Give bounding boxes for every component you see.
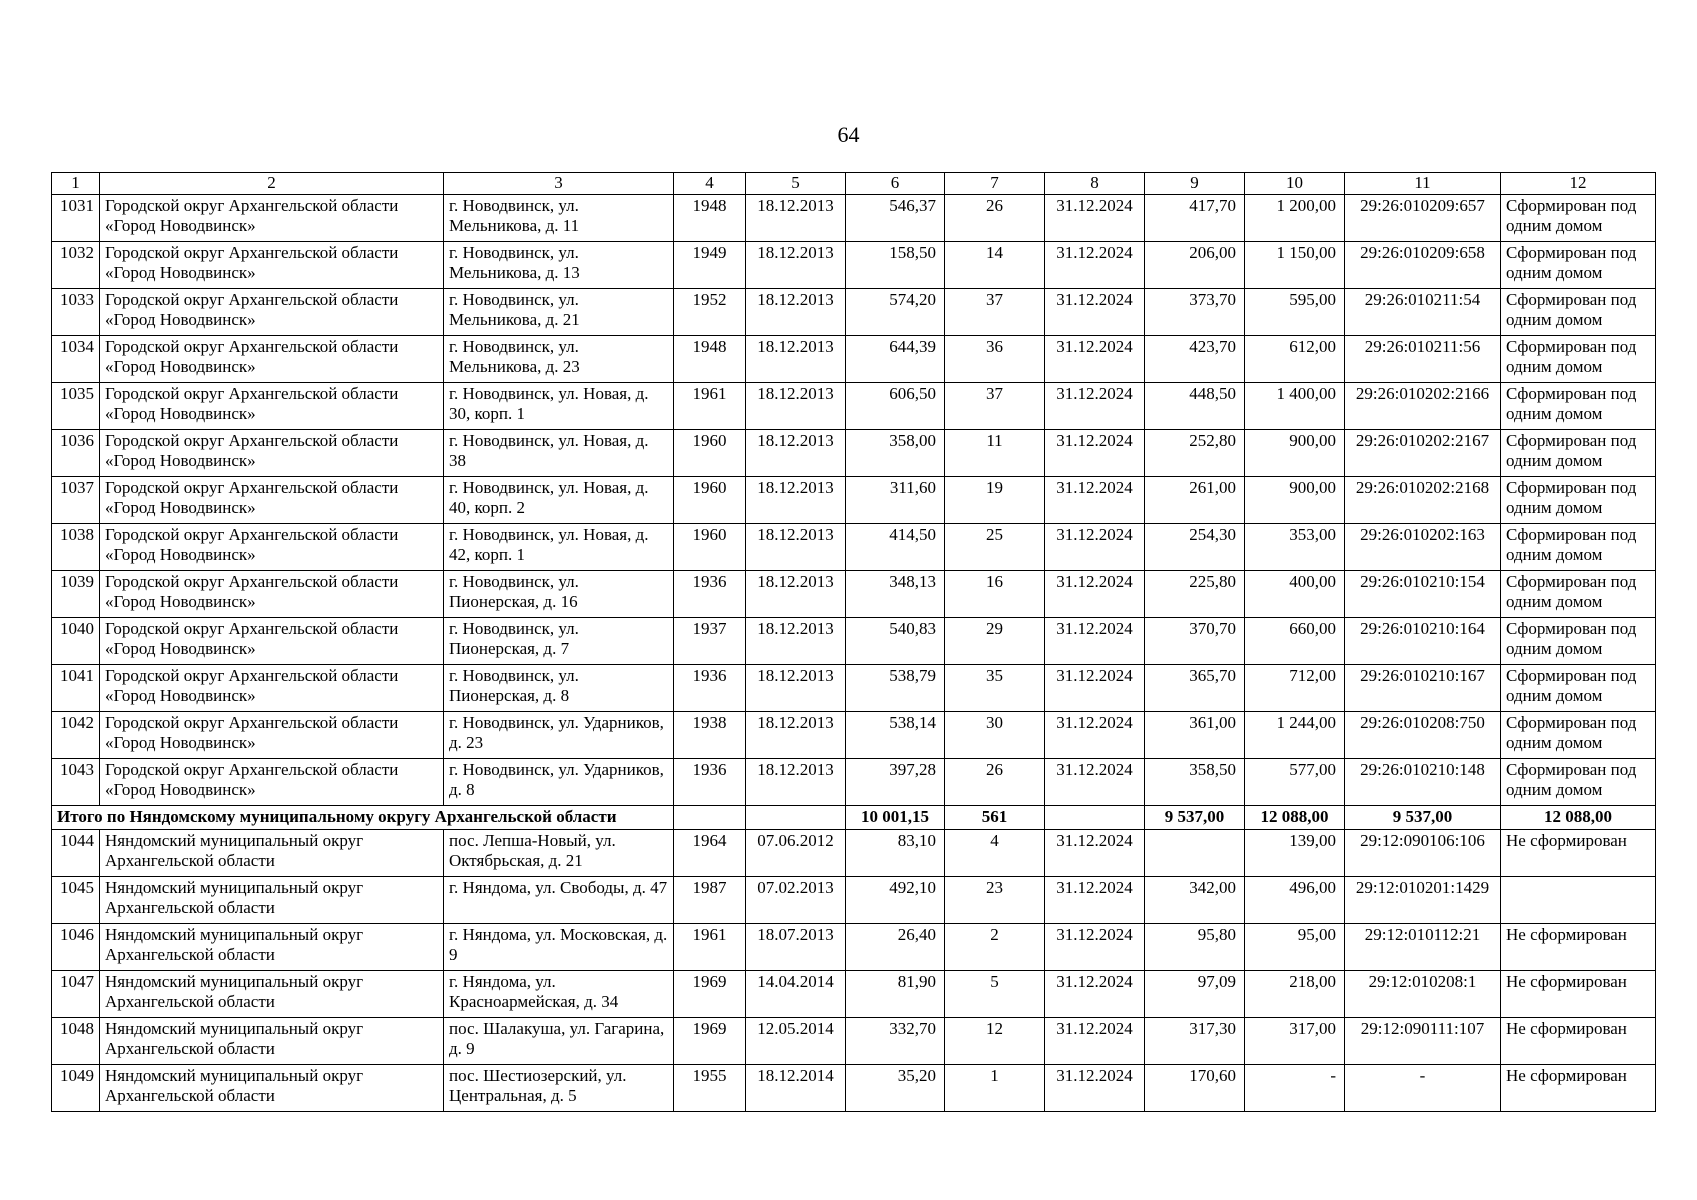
recognition-date-cell: 18.12.2013 (746, 430, 846, 477)
page-number: 64 (837, 122, 860, 147)
year-built-cell: 1960 (674, 430, 746, 477)
residents-count-cell: 29 (945, 618, 1045, 665)
land-status-cell: Сформирован под одним домом (1501, 383, 1656, 430)
planned-date-cell: 31.12.2024 (1045, 618, 1145, 665)
year-built-cell: 1952 (674, 289, 746, 336)
planned-date-cell: 31.12.2024 (1045, 477, 1145, 524)
column-9-cell: 252,80 (1145, 430, 1245, 477)
land-status-cell: Сформирован под одним домом (1501, 289, 1656, 336)
address-cell: г. Няндома, ул. Красноармейская, д. 34 (444, 971, 674, 1018)
housing-registry-table (51, 172, 1656, 1112)
land-status-cell: Сформирован под одним домом (1501, 524, 1656, 571)
recognition-date-cell: 18.12.2013 (746, 759, 846, 806)
column-10-cell: 317,00 (1245, 1018, 1345, 1065)
residents-count-cell: 2 (945, 924, 1045, 971)
table-row (52, 971, 1656, 1018)
column-header: 9 (1145, 173, 1245, 195)
area-cell: 358,00 (846, 430, 945, 477)
planned-date-cell: 31.12.2024 (1045, 571, 1145, 618)
area-cell: 574,20 (846, 289, 945, 336)
residents-count-cell: 19 (945, 477, 1045, 524)
owner-cell: Городской округ Архангельской области «Город Новодвинск» (100, 242, 444, 289)
address-cell: г. Новодвинск, ул. Новая, д. 30, корп. 1 (444, 383, 674, 430)
land-status-cell: Сформирован под одним домом (1501, 477, 1656, 524)
cadastral-number-cell: 29:12:010201:1429 (1345, 877, 1501, 924)
residents-count-cell: 1 (945, 1065, 1045, 1112)
cadastral-number-cell: - (1345, 1065, 1501, 1112)
column-9-cell: 358,50 (1145, 759, 1245, 806)
column-10-cell: 400,00 (1245, 571, 1345, 618)
planned-date-cell: 31.12.2024 (1045, 289, 1145, 336)
row-number: 1031 (52, 195, 100, 242)
column-9-cell: 342,00 (1145, 877, 1245, 924)
total-area: 10 001,15 (846, 806, 945, 830)
planned-date-cell: 31.12.2024 (1045, 524, 1145, 571)
table-row (52, 924, 1656, 971)
table-row (52, 759, 1656, 806)
cadastral-number-cell: 29:12:090106:106 (1345, 830, 1501, 877)
empty-cell (746, 806, 846, 830)
row-number: 1040 (52, 618, 100, 665)
land-status-cell: Сформирован под одним домом (1501, 712, 1656, 759)
address-cell: г. Новодвинск, ул. Мельникова, д. 21 (444, 289, 674, 336)
column-10-cell: - (1245, 1065, 1345, 1112)
residents-count-cell: 11 (945, 430, 1045, 477)
year-built-cell: 1948 (674, 195, 746, 242)
column-10-cell: 612,00 (1245, 336, 1345, 383)
table-row (52, 195, 1656, 242)
column-header: 11 (1345, 173, 1501, 195)
table-row (52, 383, 1656, 430)
column-10-cell: 1 150,00 (1245, 242, 1345, 289)
total-label: Итого по Няндомскому муниципальному округу Архангельской области (52, 806, 674, 830)
address-cell: г. Няндома, ул. Московская, д. 9 (444, 924, 674, 971)
land-status-cell: Сформирован под одним домом (1501, 430, 1656, 477)
address-cell: г. Новодвинск, ул. Ударников, д. 8 (444, 759, 674, 806)
column-10-cell: 1 200,00 (1245, 195, 1345, 242)
recognition-date-cell: 18.12.2013 (746, 524, 846, 571)
address-cell: г. Новодвинск, ул. Мельникова, д. 23 (444, 336, 674, 383)
address-cell: г. Новодвинск, ул. Новая, д. 40, корп. 2 (444, 477, 674, 524)
row-number: 1037 (52, 477, 100, 524)
year-built-cell: 1960 (674, 524, 746, 571)
area-cell: 414,50 (846, 524, 945, 571)
recognition-date-cell: 12.05.2014 (746, 1018, 846, 1065)
land-status-cell: Сформирован под одним домом (1501, 242, 1656, 289)
column-header: 5 (746, 173, 846, 195)
table-row (52, 618, 1656, 665)
column-header: 10 (1245, 173, 1345, 195)
table-row (52, 665, 1656, 712)
table-row (52, 877, 1656, 924)
table-row (52, 336, 1656, 383)
area-cell: 83,10 (846, 830, 945, 877)
owner-cell: Городской округ Архангельской области «Город Новодвинск» (100, 618, 444, 665)
planned-date-cell: 31.12.2024 (1045, 971, 1145, 1018)
row-number: 1033 (52, 289, 100, 336)
column-9-cell: 317,30 (1145, 1018, 1245, 1065)
total-column-11: 9 537,00 (1345, 806, 1501, 830)
recognition-date-cell: 14.04.2014 (746, 971, 846, 1018)
area-cell: 540,83 (846, 618, 945, 665)
recognition-date-cell: 07.06.2012 (746, 830, 846, 877)
recognition-date-cell: 18.12.2013 (746, 336, 846, 383)
owner-cell: Няндомский муниципальный округ Архангельской области (100, 830, 444, 877)
owner-cell: Городской округ Архангельской области «Город Новодвинск» (100, 195, 444, 242)
table-row (52, 712, 1656, 759)
table-row (52, 571, 1656, 618)
year-built-cell: 1961 (674, 383, 746, 430)
land-status-cell (1501, 877, 1656, 924)
row-number: 1041 (52, 665, 100, 712)
owner-cell: Городской округ Архангельской области «Город Новодвинск» (100, 336, 444, 383)
row-number: 1035 (52, 383, 100, 430)
owner-cell: Городской округ Архангельской области «Город Новодвинск» (100, 712, 444, 759)
year-built-cell: 1949 (674, 242, 746, 289)
planned-date-cell: 31.12.2024 (1045, 336, 1145, 383)
owner-cell: Няндомский муниципальный округ Архангельской области (100, 877, 444, 924)
year-built-cell: 1948 (674, 336, 746, 383)
planned-date-cell: 31.12.2024 (1045, 712, 1145, 759)
planned-date-cell: 31.12.2024 (1045, 242, 1145, 289)
column-header: 2 (100, 173, 444, 195)
column-9-cell (1145, 830, 1245, 877)
recognition-date-cell: 18.12.2013 (746, 477, 846, 524)
cadastral-number-cell: 29:26:010211:54 (1345, 289, 1501, 336)
year-built-cell: 1969 (674, 1018, 746, 1065)
column-10-cell: 139,00 (1245, 830, 1345, 877)
total-column-12: 12 088,00 (1501, 806, 1656, 830)
residents-count-cell: 5 (945, 971, 1045, 1018)
area-cell: 158,50 (846, 242, 945, 289)
land-status-cell: Не сформирован (1501, 830, 1656, 877)
row-number: 1047 (52, 971, 100, 1018)
cadastral-number-cell: 29:26:010202:163 (1345, 524, 1501, 571)
owner-cell: Городской округ Архангельской области «Город Новодвинск» (100, 571, 444, 618)
empty-cell (1045, 806, 1145, 830)
owner-cell: Городской округ Архангельской области «Город Новодвинск» (100, 477, 444, 524)
cadastral-number-cell: 29:26:010202:2167 (1345, 430, 1501, 477)
owner-cell: Городской округ Архангельской области «Город Новодвинск» (100, 430, 444, 477)
column-9-cell: 261,00 (1145, 477, 1245, 524)
column-9-cell: 365,70 (1145, 665, 1245, 712)
land-status-cell: Сформирован под одним домом (1501, 571, 1656, 618)
cadastral-number-cell: 29:26:010210:164 (1345, 618, 1501, 665)
cadastral-number-cell: 29:26:010202:2168 (1345, 477, 1501, 524)
row-number: 1045 (52, 877, 100, 924)
address-cell: г. Новодвинск, ул. Ударников, д. 23 (444, 712, 674, 759)
year-built-cell: 1969 (674, 971, 746, 1018)
address-cell: пос. Шестиозерский, ул. Центральная, д. 5 (444, 1065, 674, 1112)
column-10-cell: 900,00 (1245, 477, 1345, 524)
total-column-9: 9 537,00 (1145, 806, 1245, 830)
area-cell: 26,40 (846, 924, 945, 971)
row-number: 1046 (52, 924, 100, 971)
column-9-cell: 170,60 (1145, 1065, 1245, 1112)
land-status-cell: Сформирован под одним домом (1501, 195, 1656, 242)
column-10-cell: 353,00 (1245, 524, 1345, 571)
residents-count-cell: 37 (945, 289, 1045, 336)
year-built-cell: 1936 (674, 665, 746, 712)
row-number: 1038 (52, 524, 100, 571)
column-9-cell: 95,80 (1145, 924, 1245, 971)
recognition-date-cell: 18.07.2013 (746, 924, 846, 971)
column-10-cell: 95,00 (1245, 924, 1345, 971)
planned-date-cell: 31.12.2024 (1045, 665, 1145, 712)
column-9-cell: 423,70 (1145, 336, 1245, 383)
row-number: 1049 (52, 1065, 100, 1112)
planned-date-cell: 31.12.2024 (1045, 195, 1145, 242)
table-row (52, 1018, 1656, 1065)
cadastral-number-cell: 29:26:010210:148 (1345, 759, 1501, 806)
address-cell: г. Новодвинск, ул. Пионерская, д. 16 (444, 571, 674, 618)
column-header: 3 (444, 173, 674, 195)
year-built-cell: 1955 (674, 1065, 746, 1112)
area-cell: 606,50 (846, 383, 945, 430)
planned-date-cell: 31.12.2024 (1045, 1065, 1145, 1112)
cadastral-number-cell: 29:26:010209:658 (1345, 242, 1501, 289)
column-header: 4 (674, 173, 746, 195)
address-cell: г. Новодвинск, ул. Пионерская, д. 8 (444, 665, 674, 712)
row-number: 1042 (52, 712, 100, 759)
address-cell: г. Новодвинск, ул. Новая, д. 38 (444, 430, 674, 477)
row-number: 1039 (52, 571, 100, 618)
cadastral-number-cell: 29:26:010210:154 (1345, 571, 1501, 618)
table-row (52, 430, 1656, 477)
table-row (52, 242, 1656, 289)
column-10-cell: 1 400,00 (1245, 383, 1345, 430)
recognition-date-cell: 18.12.2013 (746, 618, 846, 665)
recognition-date-cell: 07.02.2013 (746, 877, 846, 924)
owner-cell: Няндомский муниципальный округ Архангельской области (100, 1065, 444, 1112)
column-header: 12 (1501, 173, 1656, 195)
column-header: 8 (1045, 173, 1145, 195)
row-number: 1044 (52, 830, 100, 877)
residents-count-cell: 12 (945, 1018, 1045, 1065)
owner-cell: Городской округ Архангельской области «Город Новодвинск» (100, 289, 444, 336)
owner-cell: Городской округ Архангельской области «Город Новодвинск» (100, 759, 444, 806)
area-cell: 35,20 (846, 1065, 945, 1112)
year-built-cell: 1960 (674, 477, 746, 524)
year-built-cell: 1937 (674, 618, 746, 665)
planned-date-cell: 31.12.2024 (1045, 830, 1145, 877)
area-cell: 644,39 (846, 336, 945, 383)
row-number: 1043 (52, 759, 100, 806)
area-cell: 397,28 (846, 759, 945, 806)
recognition-date-cell: 18.12.2013 (746, 289, 846, 336)
owner-cell: Няндомский муниципальный округ Архангельской области (100, 1018, 444, 1065)
planned-date-cell: 31.12.2024 (1045, 383, 1145, 430)
cadastral-number-cell: 29:26:010208:750 (1345, 712, 1501, 759)
residents-count-cell: 4 (945, 830, 1045, 877)
total-row (52, 806, 1656, 830)
residents-count-cell: 30 (945, 712, 1045, 759)
address-cell: г. Новодвинск, ул. Пионерская, д. 7 (444, 618, 674, 665)
planned-date-cell: 31.12.2024 (1045, 430, 1145, 477)
planned-date-cell: 31.12.2024 (1045, 1018, 1145, 1065)
residents-count-cell: 37 (945, 383, 1045, 430)
land-status-cell: Не сформирован (1501, 1065, 1656, 1112)
planned-date-cell: 31.12.2024 (1045, 924, 1145, 971)
area-cell: 546,37 (846, 195, 945, 242)
recognition-date-cell: 18.12.2014 (746, 1065, 846, 1112)
land-status-cell: Не сформирован (1501, 924, 1656, 971)
column-10-cell: 496,00 (1245, 877, 1345, 924)
planned-date-cell: 31.12.2024 (1045, 759, 1145, 806)
recognition-date-cell: 18.12.2013 (746, 571, 846, 618)
column-9-cell: 225,80 (1145, 571, 1245, 618)
column-header: 1 (52, 173, 100, 195)
cadastral-number-cell: 29:26:010209:657 (1345, 195, 1501, 242)
column-10-cell: 218,00 (1245, 971, 1345, 1018)
land-status-cell: Не сформирован (1501, 1018, 1656, 1065)
total-residents: 561 (945, 806, 1045, 830)
land-status-cell: Сформирован под одним домом (1501, 336, 1656, 383)
area-cell: 311,60 (846, 477, 945, 524)
cadastral-number-cell: 29:26:010202:2166 (1345, 383, 1501, 430)
cadastral-number-cell: 29:26:010211:56 (1345, 336, 1501, 383)
residents-count-cell: 36 (945, 336, 1045, 383)
address-cell: г. Новодвинск, ул. Новая, д. 42, корп. 1 (444, 524, 674, 571)
column-header: 6 (846, 173, 945, 195)
address-cell: пос. Шалакуша, ул. Гагарина, д. 9 (444, 1018, 674, 1065)
row-number: 1034 (52, 336, 100, 383)
area-cell: 538,14 (846, 712, 945, 759)
column-10-cell: 900,00 (1245, 430, 1345, 477)
land-status-cell: Сформирован под одним домом (1501, 759, 1656, 806)
recognition-date-cell: 18.12.2013 (746, 712, 846, 759)
residents-count-cell: 23 (945, 877, 1045, 924)
year-built-cell: 1961 (674, 924, 746, 971)
owner-cell: Городской округ Архангельской области «Город Новодвинск» (100, 383, 444, 430)
address-cell: г. Няндома, ул. Свободы, д. 47 (444, 877, 674, 924)
owner-cell: Городской округ Архангельской области «Город Новодвинск» (100, 524, 444, 571)
year-built-cell: 1936 (674, 571, 746, 618)
area-cell: 348,13 (846, 571, 945, 618)
residents-count-cell: 26 (945, 759, 1045, 806)
column-9-cell: 254,30 (1145, 524, 1245, 571)
row-number: 1036 (52, 430, 100, 477)
area-cell: 492,10 (846, 877, 945, 924)
residents-count-cell: 26 (945, 195, 1045, 242)
area-cell: 332,70 (846, 1018, 945, 1065)
cadastral-number-cell: 29:26:010210:167 (1345, 665, 1501, 712)
column-header: 7 (945, 173, 1045, 195)
row-number: 1032 (52, 242, 100, 289)
land-status-cell: Сформирован под одним домом (1501, 618, 1656, 665)
owner-cell: Городской округ Архангельской области «Город Новодвинск» (100, 665, 444, 712)
year-built-cell: 1936 (674, 759, 746, 806)
residents-count-cell: 16 (945, 571, 1045, 618)
total-column-10: 12 088,00 (1245, 806, 1345, 830)
column-number-header-row (52, 173, 1656, 195)
table-row (52, 1065, 1656, 1112)
column-10-cell: 1 244,00 (1245, 712, 1345, 759)
address-cell: г. Новодвинск, ул. Мельникова, д. 11 (444, 195, 674, 242)
cadastral-number-cell: 29:12:010112:21 (1345, 924, 1501, 971)
address-cell: пос. Лепша-Новый, ул. Октябрьская, д. 21 (444, 830, 674, 877)
column-9-cell: 448,50 (1145, 383, 1245, 430)
column-9-cell: 370,70 (1145, 618, 1245, 665)
table-row (52, 477, 1656, 524)
owner-cell: Няндомский муниципальный округ Архангельской области (100, 971, 444, 1018)
cadastral-number-cell: 29:12:090111:107 (1345, 1018, 1501, 1065)
column-9-cell: 361,00 (1145, 712, 1245, 759)
recognition-date-cell: 18.12.2013 (746, 195, 846, 242)
column-10-cell: 712,00 (1245, 665, 1345, 712)
area-cell: 538,79 (846, 665, 945, 712)
empty-cell (674, 806, 746, 830)
address-cell: г. Новодвинск, ул. Мельникова, д. 13 (444, 242, 674, 289)
table-row (52, 524, 1656, 571)
recognition-date-cell: 18.12.2013 (746, 242, 846, 289)
row-number: 1048 (52, 1018, 100, 1065)
residents-count-cell: 14 (945, 242, 1045, 289)
column-9-cell: 373,70 (1145, 289, 1245, 336)
owner-cell: Няндомский муниципальный округ Архангельской области (100, 924, 444, 971)
year-built-cell: 1938 (674, 712, 746, 759)
residents-count-cell: 35 (945, 665, 1045, 712)
column-9-cell: 97,09 (1145, 971, 1245, 1018)
residents-count-cell: 25 (945, 524, 1045, 571)
recognition-date-cell: 18.12.2013 (746, 383, 846, 430)
cadastral-number-cell: 29:12:010208:1 (1345, 971, 1501, 1018)
column-9-cell: 417,70 (1145, 195, 1245, 242)
table-row (52, 289, 1656, 336)
column-9-cell: 206,00 (1145, 242, 1245, 289)
year-built-cell: 1987 (674, 877, 746, 924)
land-status-cell: Сформирован под одним домом (1501, 665, 1656, 712)
planned-date-cell: 31.12.2024 (1045, 877, 1145, 924)
area-cell: 81,90 (846, 971, 945, 1018)
year-built-cell: 1964 (674, 830, 746, 877)
column-10-cell: 595,00 (1245, 289, 1345, 336)
land-status-cell: Не сформирован (1501, 971, 1656, 1018)
column-10-cell: 660,00 (1245, 618, 1345, 665)
table-row (52, 830, 1656, 877)
column-10-cell: 577,00 (1245, 759, 1345, 806)
recognition-date-cell: 18.12.2013 (746, 665, 846, 712)
